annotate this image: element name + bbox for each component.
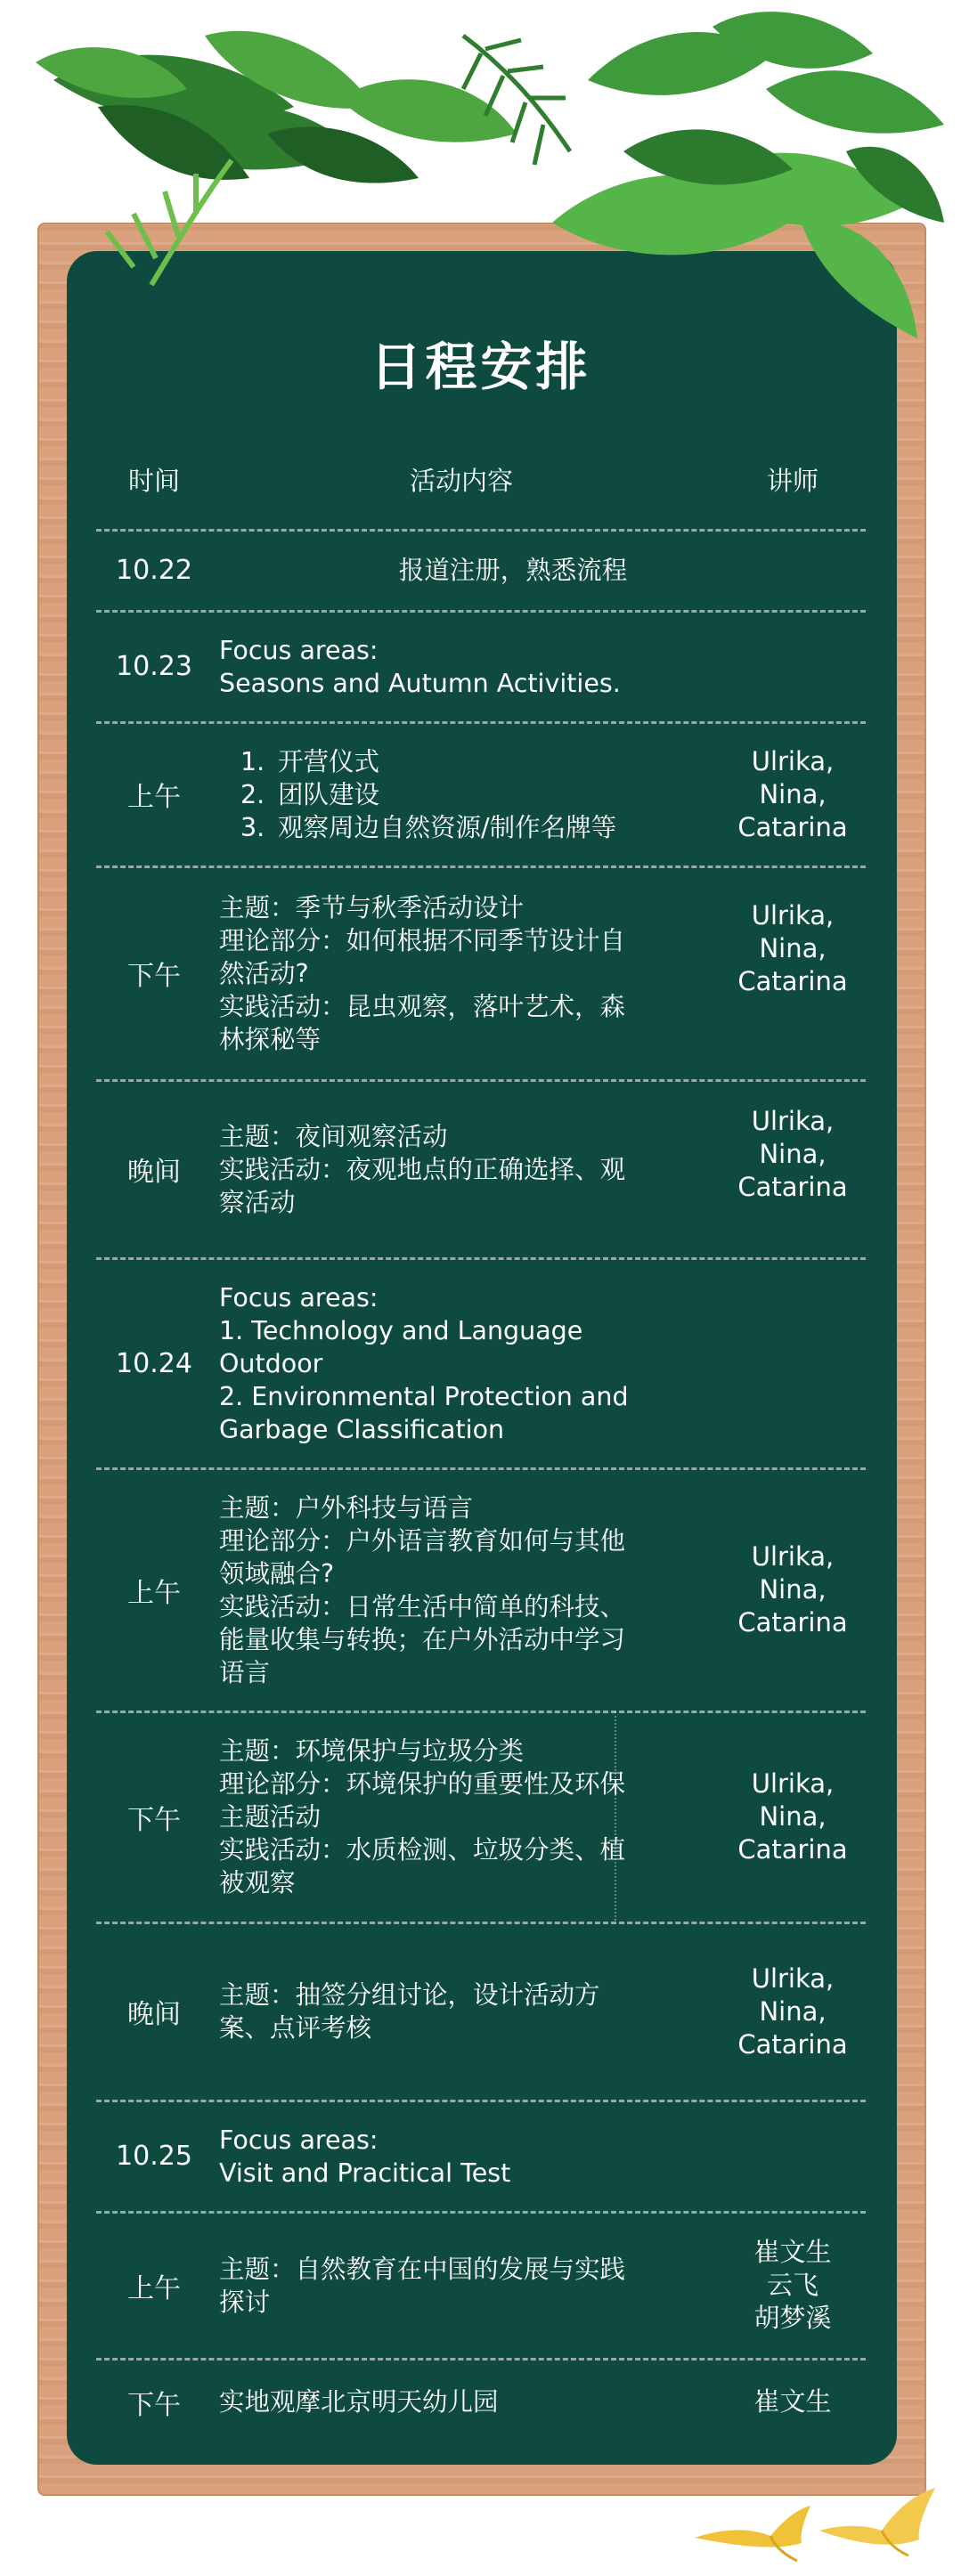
row-teacher: Ulrika, Nina, Catarina [737,1106,848,1202]
row-time: 下午 [127,2389,181,2421]
row-teacher: Ulrika, Nina, Catarina [737,900,848,996]
row-content: 主题：自然教育在中国的发展与实践 探讨 [219,2254,626,2317]
header-content: 活动内容 [409,466,513,496]
row-teacher: Ulrika, Nina, Catarina [737,745,848,842]
row-teacher: Ulrika, Nina, Catarina [737,1768,848,1865]
row-content: 实地观摩北京明天幼儿园 [219,2387,499,2417]
page-title: 日程安排 [370,337,591,397]
row-content [219,612,807,721]
schedule-row [96,2101,866,2211]
row-time: 上午 [127,782,181,813]
row-content: 主题：环境保护与垃圾分类 理论部分：环境保护的重要性及环保 主题活动 实践活动：水质检测、垃圾分类、植 被观察 [219,1736,626,1897]
row-content: 主题：抽签分组讨论，设计活动方 案、点评考核 [219,1980,600,2043]
row-teacher: 崔文生 [753,2386,832,2417]
row-content: Focus areas: 1. Technology and Language Outdoor 2. Environmental Protection and Garbage Classification [219,1282,629,1444]
list-item: 3. 观察周边自然资源/制作名牌等 [240,812,617,842]
row-content [219,723,807,865]
content-line: Seasons and Autumn Activities. [219,668,621,698]
header-teacher: 讲师 [766,466,818,496]
row-content: 主题：季节与秋季活动设计 理论部分：如何根据不同季节设计自 然活动? 实践活动：昆虫观察，落叶艺术，森 林探秘等 [219,892,626,1054]
schedule-row [96,1081,866,1257]
schedule-row [96,867,866,1079]
row-time: 10.25 [116,2141,192,2172]
row-time: 上午 [127,1577,181,1609]
row-time: 上午 [127,2272,181,2304]
schedule-row [96,2360,866,2444]
row-content: Focus areas: Visit and Pracitical Test [219,2125,511,2188]
content-line: Focus areas: [219,635,379,665]
row-time: 晚间 [127,1157,181,1188]
row-content: 主题：户外科技与语言 理论部分：户外语言教育如何与其他 领域融合? 实践活动：日常生活中简单的科技、 能量收集与转换；在户外活动中学习 语言 [219,1492,626,1687]
row-time: 下午 [127,1804,181,1836]
row-content [219,531,807,610]
list-item: 2. 团队建设 [240,779,380,809]
row-content: 主题：夜间观察活动 实践活动：夜观地点的正确选择、观 察活动 [219,1121,626,1217]
list-item: 1. 开营仪式 [240,746,380,776]
row-time: 10.22 [116,555,192,586]
row-teacher: Ulrika, Nina, Catarina [737,1541,848,1637]
schedule-row [96,1259,866,1467]
row-time: 下午 [127,961,181,992]
schedule-row [96,1469,866,1711]
schedule-row [96,723,866,865]
schedule-row [96,612,866,721]
schedule-row [96,2213,866,2358]
row-time: 晚间 [127,1999,181,2030]
schedule-row [96,1923,866,2100]
golden-birds-decoration [686,2484,944,2573]
row-time: 10.24 [116,1347,192,1379]
row-time: 10.23 [116,651,192,682]
schedule-row [96,1712,866,1922]
content-line: 报道注册，熟悉流程 [398,556,628,585]
row-teacher: Ulrika, Nina, Catarina [737,1962,848,2060]
row-teacher: 崔文生 云飞 胡梦溪 [753,2237,832,2333]
schedule-row [96,531,866,610]
header-time: 时间 [127,466,180,496]
